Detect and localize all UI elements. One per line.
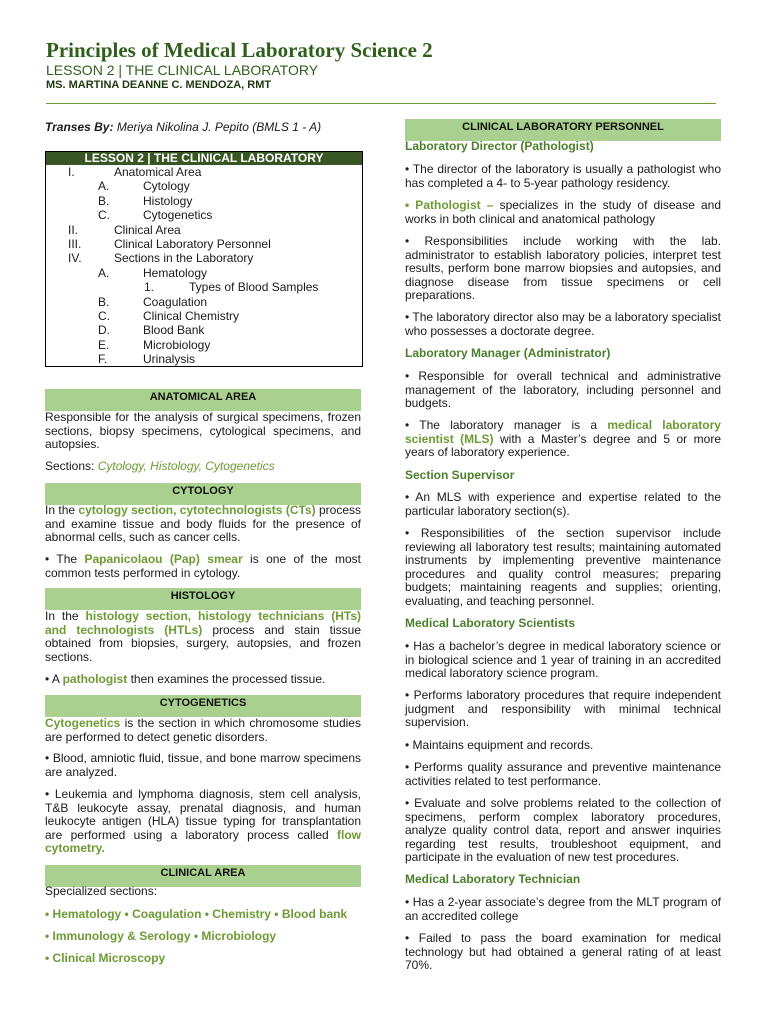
toc-row bbox=[46, 280, 362, 294]
toc-row bbox=[46, 309, 362, 323]
toc-row-number: A. bbox=[98, 179, 110, 194]
toc-row bbox=[46, 165, 362, 179]
director-paragraph-2 bbox=[405, 199, 721, 226]
toc-row bbox=[46, 208, 362, 222]
toc-row bbox=[46, 338, 362, 352]
sections-label: Sections: bbox=[45, 459, 95, 473]
toc-row bbox=[46, 237, 362, 251]
toc-row-label: Clinical Area bbox=[114, 222, 181, 237]
toc-row-label: Sections in the Laboratory bbox=[114, 251, 254, 266]
cytology-paragraph-1 bbox=[45, 504, 361, 545]
anatomical-description: Responsible for the analysis of surgical specimens, frozen sections, biopsy specimens, cytological specimens, and autopsies. bbox=[45, 410, 361, 451]
cytogenetics-paragraph-2: • Blood, amniotic fluid, tissue, and bone marrow specimens are analyzed. bbox=[45, 751, 361, 779]
director-paragraph-4: • The laboratory director also may be a laboratory specialist who possesses a doctorate degree. bbox=[405, 310, 721, 338]
subheading-supervisor: Section Supervisor bbox=[405, 468, 515, 482]
toc-row-label: Cytogenetics bbox=[143, 208, 213, 223]
subheading-technician: Medical Laboratory Technician bbox=[405, 872, 581, 886]
toc-row-label: Cytology bbox=[143, 179, 190, 194]
clinical-intro: Specialized sections: bbox=[45, 884, 158, 898]
toc-row bbox=[46, 194, 362, 208]
text-run: • A bbox=[45, 672, 60, 686]
text-run: • The laboratory manager is a bbox=[405, 418, 598, 432]
text-run: with a Master’s degree and 5 or more years of laboratory experience. bbox=[405, 431, 721, 459]
toc-row-number: II. bbox=[68, 222, 79, 237]
toc-row-label: Clinical Chemistry bbox=[143, 308, 240, 323]
subheading-director: Laboratory Director (Pathologist) bbox=[405, 139, 594, 153]
toc-row-label: Microbiology bbox=[143, 337, 211, 352]
cytology-paragraph-2 bbox=[45, 553, 361, 580]
highlight-run: flow cytometry. bbox=[45, 827, 361, 855]
scientists-paragraph-4: • Performs quality assurance and preventive maintenance activities related to test performance. bbox=[405, 760, 721, 788]
toc-row bbox=[46, 323, 362, 337]
toc-row-label: Clinical Laboratory Personnel bbox=[114, 236, 271, 251]
section-heading-anatomical: ANATOMICAL AREA bbox=[45, 389, 361, 411]
text-run: process and examine tissue and body fluids for the presence of abnormal cells, such as cancer cells. bbox=[45, 503, 361, 544]
clinical-sections-line-3: • Clinical Microscopy bbox=[45, 951, 166, 965]
histology-paragraph-1 bbox=[45, 610, 361, 664]
highlight-run: • Pathologist – bbox=[405, 198, 494, 212]
toc-row-number: III. bbox=[68, 236, 82, 251]
subheading-scientists: Medical Laboratory Scientists bbox=[405, 616, 576, 630]
toc-row-label: Urinalysis bbox=[143, 352, 196, 367]
scientists-paragraph-3: • Maintains equipment and records. bbox=[405, 738, 594, 752]
scientists-paragraph-2: • Performs laboratory procedures that require independent judgment and responsibility with minimal technical supervision. bbox=[405, 688, 721, 729]
transes-value: Meriya Nikolina J. Pepito (BMLS 1 - A) bbox=[116, 120, 322, 134]
scientists-paragraph-1: • Has a bachelor’s degree in medical laboratory science or in biological science and 1 year of training in an accredited medical laboratory science program. bbox=[405, 639, 721, 680]
toc-row-label: Hematology bbox=[143, 265, 208, 280]
highlight-run: pathologist bbox=[62, 672, 128, 686]
director-paragraph-3: • Responsibilities include working with the lab. administrator to establish laboratory policies, interpret test results, perform bone marrow biopsies and autopsies, and diagnose disease from tissue specimens or cell preparations. bbox=[405, 234, 721, 302]
toc-row-number: 1. bbox=[144, 280, 155, 295]
transes-credit bbox=[45, 120, 361, 134]
manager-paragraph-1: • Responsible for overall technical and administrative management of the laboratory, including personnel and budgets. bbox=[405, 369, 721, 410]
toc-row-number: B. bbox=[98, 294, 110, 309]
text-run: In the bbox=[45, 609, 79, 623]
toc-row bbox=[46, 352, 362, 366]
toc-row-number: B. bbox=[98, 193, 110, 208]
supervisor-paragraph-2: • Responsibilities of the section supervisor include reviewing all laboratory test results; maintaining automated instruments by implementing preventive maintenance procedures and quality control measures; preparing budgets; maintaining reagents and supplies; orienting, evaluating, and teaching personnel. bbox=[405, 526, 721, 608]
director-paragraph-1: • The director of the laboratory is usually a pathologist who has completed a 4- to 5-year pathology residency. bbox=[405, 162, 721, 190]
cytogenetics-paragraph-1 bbox=[45, 717, 361, 744]
toc-row-number: C. bbox=[98, 308, 110, 323]
toc-row-number: E. bbox=[98, 337, 110, 352]
table-of-contents bbox=[45, 151, 363, 367]
toc-title: LESSON 2 | THE CLINICAL LABORATORY bbox=[46, 152, 362, 165]
text-run: process and stain tissue obtained from biopsies, surgery, autopsies, and frozen sections. bbox=[45, 622, 362, 664]
text-run: is one of the most common tests performed in cytology. bbox=[45, 552, 362, 580]
transes-label: Transes By: bbox=[45, 120, 114, 134]
technician-paragraph-1: • Has a 2-year associate’s degree from the MLT program of an accredited college bbox=[405, 895, 721, 923]
toc-row bbox=[46, 251, 362, 265]
toc-row bbox=[46, 223, 362, 237]
manager-paragraph-2 bbox=[405, 419, 721, 460]
toc-row-number: I. bbox=[68, 165, 75, 179]
toc-row-label: Coagulation bbox=[143, 294, 208, 309]
toc-row-label: Blood Bank bbox=[143, 323, 205, 338]
text-run: • The bbox=[45, 552, 78, 566]
clinical-sections-line-2: • Immunology & Serology • Microbiology bbox=[45, 929, 277, 943]
sections-value: Cytology, Histology, Cytogenetics bbox=[97, 459, 275, 473]
author-name: MS. MARTINA DEANNE C. MENDOZA, RMT bbox=[46, 79, 272, 91]
scientists-paragraph-5: • Evaluate and solve problems related to the collection of specimens, perform complex laboratory procedures, analyze quality control data, report and answer inquiries regarding test results, troubleshoot equipment, and participate in the evaluation of new test procedures. bbox=[405, 796, 721, 864]
toc-row-number: IV. bbox=[68, 251, 82, 266]
toc-row-number: C. bbox=[98, 208, 110, 223]
supervisor-paragraph-1: • An MLS with experience and expertise related to the particular laboratory section(s). bbox=[405, 490, 721, 518]
highlight-run: Cytogenetics bbox=[45, 716, 121, 730]
document-header bbox=[46, 38, 716, 92]
toc-row-label: Types of Blood Samples bbox=[189, 280, 319, 295]
section-heading-histology: HISTOLOGY bbox=[45, 588, 361, 610]
text-run: is the section in which chromosome studies are performed to detect genetic disorders. bbox=[45, 716, 361, 744]
text-run: then examines the processed tissue. bbox=[130, 672, 326, 686]
toc-row-label: Histology bbox=[143, 193, 193, 208]
clinical-sections-line-1: • Hematology • Coagulation • Chemistry • Blood bank bbox=[45, 907, 348, 921]
section-heading-personnel: CLINICAL LABORATORY PERSONNEL bbox=[405, 119, 721, 141]
highlight-run: Papanicolaou (Pap) smear bbox=[84, 552, 243, 566]
highlight-run: histology section, histology technicians (HTs) and technologists (HTLs) bbox=[45, 609, 361, 637]
highlight-run: medical laboratory scientist (MLS) bbox=[405, 418, 721, 446]
header-divider bbox=[46, 103, 716, 104]
toc-row-number: D. bbox=[98, 323, 110, 338]
anatomical-sections bbox=[45, 460, 361, 474]
toc-row-label: Anatomical Area bbox=[114, 165, 202, 179]
highlight-run: cytology section, cytotechnologists (CTs) bbox=[78, 503, 316, 517]
histology-paragraph-2 bbox=[45, 673, 361, 687]
text-run: • Leukemia and lymphoma diagnosis, stem cell analysis, T&B leukocyte assay, prenatal diagnosis, and human leukocyte antigen (HLA) tissue typing for transplantation are performed using a laboratory process called bbox=[45, 787, 361, 842]
cytogenetics-paragraph-3 bbox=[45, 788, 361, 856]
toc-body bbox=[46, 165, 362, 366]
toc-row bbox=[46, 179, 362, 193]
toc-row-number: F. bbox=[98, 352, 108, 367]
subheading-manager: Laboratory Manager (Administrator) bbox=[405, 346, 611, 360]
toc-row bbox=[46, 295, 362, 309]
section-heading-cytogenetics: CYTOGENETICS bbox=[45, 695, 361, 717]
technician-paragraph-2: • Failed to pass the board examination for medical technology but had obtained a general rating of at least 70%. bbox=[405, 931, 721, 972]
text-run: In the bbox=[45, 503, 76, 517]
toc-row-number: A. bbox=[98, 265, 110, 280]
lesson-subtitle: LESSON 2 | THE CLINICAL LABORATORY bbox=[46, 62, 319, 78]
toc-row bbox=[46, 266, 362, 280]
section-heading-cytology: CYTOLOGY bbox=[45, 483, 361, 505]
page-title: Principles of Medical Laboratory Science 2 bbox=[46, 38, 433, 62]
section-heading-clinical: CLINICAL AREA bbox=[45, 865, 361, 887]
text-run: specializes in the study of disease and works in both clinical and anatomical pathology bbox=[405, 198, 722, 226]
